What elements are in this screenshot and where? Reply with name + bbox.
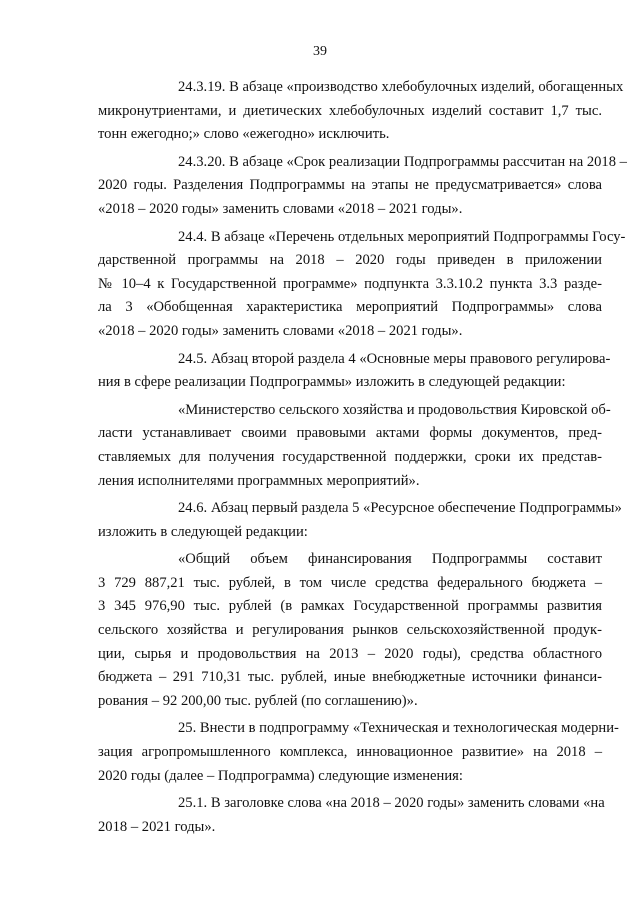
text-line: ла 3 «Обобщенная характеристика мероприятий Подпрограммы» слова <box>98 299 602 316</box>
paragraph-25 <box>98 717 619 788</box>
text-line: бюджета – 291 710,31 тыс. рублей, иные внебюджетные источники финанси- <box>98 669 602 686</box>
text-line: рования – 92 200,00 тыс. рублей (по соглашению)». <box>98 692 418 709</box>
text-line: «Общий объем финансирования Подпрограммы составит <box>178 551 602 568</box>
paragraph-24-3-20 <box>98 151 627 222</box>
text-line: 24.6. Абзац первый раздела 5 «Ресурсное обеспечение Подпрограммы» <box>178 500 622 517</box>
text-line: сельского хозяйства и регулирования рынков сельскохозяйственной продук- <box>98 622 602 639</box>
text-line: 24.3.19. В абзаце «производство хлебобулочных изделий, обогащенных <box>178 79 624 95</box>
text-line: 25.1. В заголовке слова «на 2018 – 2020 годы» заменить словами «на <box>178 795 605 812</box>
paragraph-24-5 <box>98 348 611 395</box>
text-line: «Министерство сельского хозяйства и продовольствия Кировской об- <box>178 401 611 418</box>
paragraph-financing-quote <box>98 548 602 713</box>
text-line: 2020 годы (далее – Подпрограмма) следующие изменения: <box>98 767 463 784</box>
paragraph-24-3-19 <box>98 76 624 147</box>
text-line: «2018 – 2020 годы» заменить словами «2018 – 2021 годы». <box>98 322 463 339</box>
text-line: ласти устанавливает своими правовыми актами формы документов, пред- <box>98 425 602 442</box>
text-line: 24.4. В абзаце «Перечень отдельных мероприятий Подпрограммы Госу- <box>178 228 626 245</box>
paragraph-24-6 <box>98 497 622 544</box>
paragraph-24-4 <box>98 226 626 344</box>
text-line: ставляемых для получения государственной поддержки, сроки их представ- <box>98 448 602 465</box>
text-line: 3 345 976,90 тыс. рублей (в рамках Государственной программы развития <box>98 598 602 615</box>
text-line: 2020 годы. Разделения Подпрограммы на этапы не предусматривается» слова <box>98 177 602 194</box>
text-line: ния в сфере реализации Подпрограммы» изложить в следующей редакции: <box>98 374 566 391</box>
text-line: дарственной программы на 2018 – 2020 годы приведен в приложении <box>98 252 602 269</box>
text-line: ления исполнителями программных мероприятий». <box>98 472 420 489</box>
text-line: 3 729 887,21 тыс. рублей, в том числе средства федерального бюджета – <box>98 574 602 591</box>
text-line: тонн ежегодно;» слово «ежегодно» исключить. <box>98 126 390 143</box>
text-line: 24.5. Абзац второй раздела 4 «Основные меры правового регулирова- <box>178 350 611 367</box>
text-line: микронутриентами, и диетических хлебобулочных изделий составит 1,7 тыс. <box>98 102 602 119</box>
paragraph-25-1 <box>98 792 605 839</box>
document-body <box>98 76 627 843</box>
page-number: 39 <box>313 44 327 59</box>
text-line: 2018 – 2021 годы». <box>98 818 216 835</box>
text-line: № 10–4 к Государственной программе» подпункта 3.3.10.2 пункта 3.3 разде- <box>98 275 602 292</box>
text-line: зация агропромышленного комплекса, инновационное развитие» на 2018 – <box>98 744 602 761</box>
text-line: 24.3.20. В абзаце «Срок реализации Подпрограммы рассчитан на 2018 – <box>178 153 627 170</box>
text-line: 25. Внести в подпрограмму «Техническая и технологическая модерни- <box>178 720 619 737</box>
text-line: ции, сырья и продовольствия на 2013 – 2020 годы), средства областного <box>98 645 602 662</box>
text-line: «2018 – 2020 годы» заменить словами «2018 – 2021 годы». <box>98 200 463 217</box>
paragraph-ministry-quote <box>98 399 611 493</box>
text-line: изложить в следующей редакции: <box>98 523 308 540</box>
